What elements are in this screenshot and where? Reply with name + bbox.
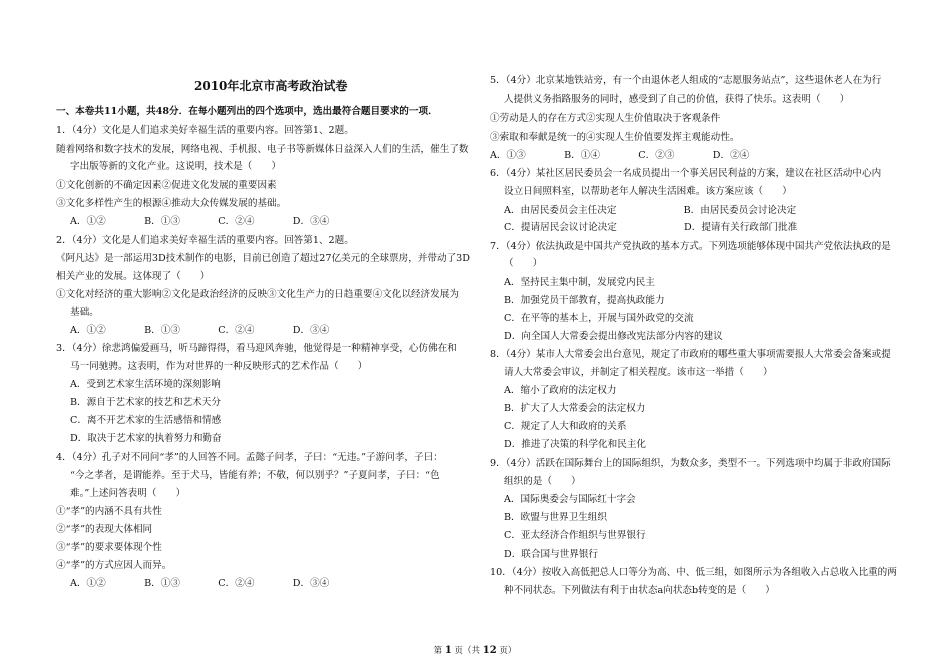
right-line-19: B．扩大了人大常委会的法定权力: [504, 403, 646, 414]
right-line-22: 9．（4分）活跃在国际舞台上的国际组织，为数众多，类型不一。下列选项中均属于非政府国际: [490, 458, 891, 469]
left-line-19: 4．（4分）孔子对不同问“孝”的人回答不同。孟懿子问孝，子曰：“无违。”子游问孝，子曰：: [56, 452, 443, 463]
right-line-1: 5．（4分）北京某地铁站旁，有一个由退休老人组成的“志愿服务站点”，这些退休老人在为行: [490, 75, 882, 86]
right-line-13: B．加强党员干部教育，提高执政能力: [504, 295, 665, 306]
left-line-22: ①“孝”的内涵不具有共性: [56, 506, 162, 517]
right-line-25: B．欧盟与世界卫生组织: [504, 512, 607, 523]
right-line-29: 种不同状态。下列做法有利于由状态a向状态b转变的是（ ）: [504, 585, 775, 596]
right-line-8: A．由居民委员会主任决定 B．由居民委员会讨论决定: [504, 205, 797, 216]
right-line-20: C．规定了人大和政府的关系: [504, 421, 627, 432]
right-line-11: （ ）: [504, 258, 543, 269]
left-line-21: 难。”上述问答表明（ ）: [70, 488, 186, 499]
section-heading: 一、本卷共11小题，共48分．在每小题列出的四个选项中，选出最符合题目要求的一项．: [56, 106, 438, 117]
left-line-9: 相关产业的发展。这体现了（ ）: [56, 271, 210, 282]
left-line-18: D．取决于艺术家的执着努力和勤奋: [70, 433, 222, 444]
left-line-10: ①文化对经济的重大影响②文化是政治经济的反映③文化生产力的日趋重要④文化以经济发展为: [56, 289, 459, 300]
right-line-17: 请人大常委会审议，并制定了相关程度。该市这一举措（ ）: [504, 367, 773, 378]
right-line-2: 人提供义务指路服务的同时，感受到了自己的价值，获得了快乐。这表明（ ）: [504, 94, 850, 105]
right-line-7: 设立日间照料室，以帮助老年人解决生活困难。该方案应该（ ）: [504, 186, 792, 197]
left-line-1: 1．（4分）文化是人们追求美好幸福生活的重要内容。回答第1、2题。: [56, 125, 354, 136]
right-line-6: 6．（4分）某社区居民委员会一名成员提出一个事关居民利益的方案，建议在社区活动中心内: [490, 168, 882, 179]
right-line-26: C．亚太经济合作组织与世界银行: [504, 530, 646, 541]
left-line-16: B．源自于艺术家的技艺和艺术天分: [70, 397, 221, 408]
left-line-6: A．①② B．①③ C．②④ D．③④: [70, 216, 330, 227]
footer-page-number: 1: [444, 645, 452, 656]
left-line-17: C．离不开艺术家的生活感悟和情感: [70, 415, 222, 426]
left-line-2: 随着网络和数字技术的发展，网络电视、手机报、电子书等新媒体日益深入人们的生活，催生了数: [56, 144, 469, 155]
footer-prefix: 第: [433, 646, 443, 656]
right-line-27: D．联合国与世界银行: [504, 549, 599, 560]
left-line-8: 《阿凡达》是一部运用3D技术制作的电影，目前已创造了超过27亿美元的全球票房，并带动了3D: [56, 253, 470, 264]
left-line-11: 基础。: [70, 307, 99, 318]
right-line-18: A．缩小了政府的法定权力: [504, 385, 617, 396]
right-line-15: D．向全国人大常委会提出修改宪法部分内容的建议: [504, 331, 723, 342]
left-line-25: ④“孝”的方式应因人而异。: [56, 560, 172, 571]
right-line-3: ①劳动是人的存在方式②实现人生价值取决于客观条件: [490, 113, 721, 124]
left-line-14: 马一同驰骋。这表明，作为对世界的一种反映形式的艺术作品（ ）: [70, 361, 368, 372]
footer-suffix: 页）: [499, 646, 517, 656]
left-line-3: 字出版等新的文化产业。这说明，技术是（ ）: [70, 161, 282, 172]
right-line-5: A．①③ B．①④ C．②③ D．②④: [490, 150, 750, 161]
left-line-20: “今之孝者，是谓能养。至于犬马，皆能有养；不敬，何以别乎？”子夏问孝，子曰：“色: [70, 470, 440, 481]
footer-total-pages: 12: [482, 645, 497, 656]
right-line-23: 组织的是（ ）: [504, 476, 581, 487]
left-line-13: 3．（4分）徐悲鸿偏爱画马，听马蹄得得，看马迎风奔驰，他觉得是一种精神享受，心仿佛在和: [56, 343, 457, 354]
left-line-26: A．①② B．①③ C．②④ D．③④: [70, 578, 330, 589]
right-line-9: C．提请居民会议讨论决定 D．提请有关行政部门批准: [504, 222, 798, 233]
page-footer: [0, 644, 950, 656]
right-line-16: 8．（4分）某市人大常委会出台意见，规定了市政府的哪些重大事项需要报人大常委会备案或提: [490, 349, 891, 360]
left-line-7: 2．（4分）文化是人们追求美好幸福生活的重要内容。回答第1、2题。: [56, 235, 354, 246]
left-line-5: ③文化多样性产生的根源④推动大众传媒发展的基础。: [56, 198, 287, 209]
left-line-12: A．①② B．①③ C．②④ D．③④: [70, 325, 330, 336]
footer-middle: 页（共: [454, 646, 481, 656]
right-line-14: C．在平等的基本上，开展与国外政党的交流: [504, 313, 694, 324]
right-line-12: A．坚持民主集中制，发展党内民主: [504, 277, 655, 288]
right-line-24: A．国际奥委会与国际红十字会: [504, 494, 636, 505]
page-title: 2010年北京市高考政治试卷: [194, 79, 348, 93]
right-line-10: 7．（4分）依法执政是中国共产党执政的基本方式。下列选项能够体现中国共产党依法执政的是: [490, 241, 891, 252]
left-line-23: ②“孝”的表现大体相同: [56, 524, 153, 535]
left-line-4: ①文化创新的不确定因素②促进文化发展的重要因素: [56, 180, 277, 191]
left-line-24: ③“孝”的要求要体现个性: [56, 542, 162, 553]
left-line-15: A．受到艺术家生活环境的深刻影响: [70, 379, 221, 390]
right-line-28: 10．（4分）按收入高低把总人口等分为高、中、低三组，如图所示为各组收入占总收入比重的两: [490, 567, 897, 578]
right-line-4: ③索取和奉献是统一的④实现人生价值要发挥主观能动性。: [490, 132, 740, 143]
right-line-21: D．推进了决策的科学化和民主化: [504, 439, 647, 450]
